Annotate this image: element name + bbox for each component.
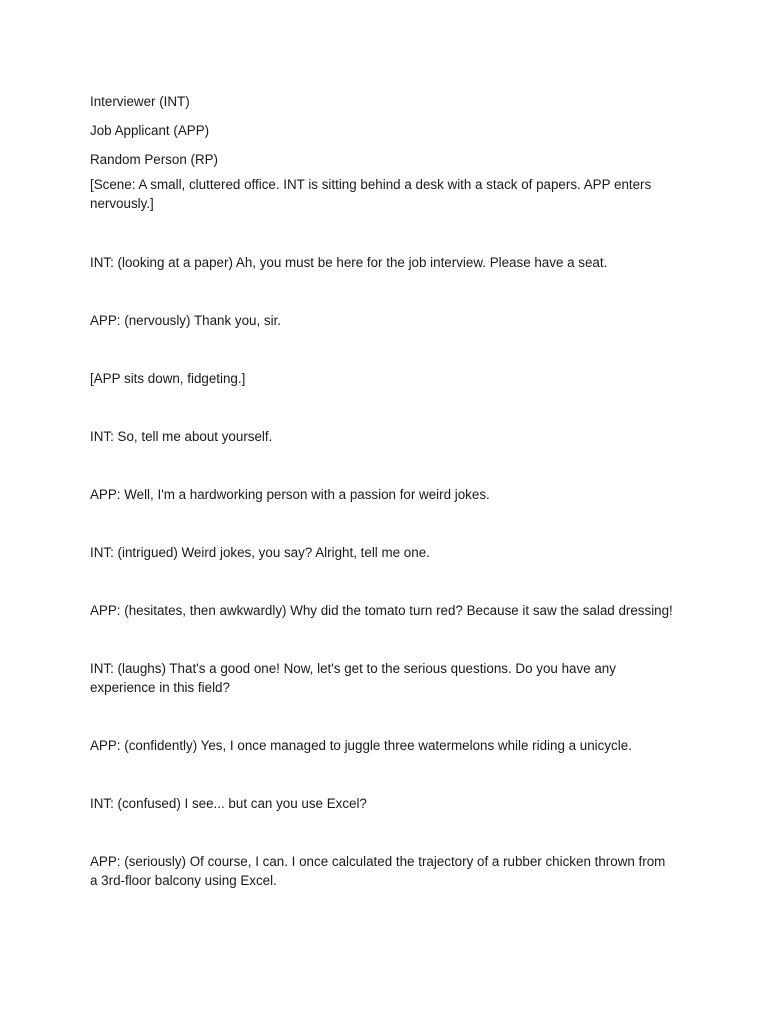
dialogue-line: INT: (intrigued) Weird jokes, you say? Alright, tell me one. <box>90 545 430 560</box>
dialogue-line: INT: (confused) I see... but can you use Excel? <box>90 796 367 811</box>
scene-description: [Scene: A small, cluttered office. INT is sitting behind a desk with a stack of papers. APP enters nervously.] <box>90 177 652 211</box>
dialogue-line: APP: (confidently) Yes, I once managed to juggle three watermelons while riding a unicycle. <box>90 738 632 753</box>
dialogue-line: INT: So, tell me about yourself. <box>90 429 273 444</box>
stage-direction: [APP sits down, fidgeting.] <box>90 371 246 386</box>
dialogue-line: APP: (hesitates, then awkwardly) Why did the tomato turn red? Because it saw the salad dressing! <box>90 603 673 618</box>
cast-entry-random-person: Random Person (RP) <box>90 152 219 167</box>
script-body <box>90 92 675 929</box>
cast-entry-applicant: Job Applicant (APP) <box>90 123 210 138</box>
dialogue-line: APP: Well, I'm a hardworking person with a passion for weird jokes. <box>90 487 490 502</box>
dialogue-line: APP: (seriously) Of course, I can. I once calculated the trajectory of a rubber chicken thrown from a 3rd-floor balcony using Excel. <box>90 854 666 888</box>
dialogue-line: INT: (laughs) That's a good one! Now, let's get to the serious questions. Do you have any experience in this field? <box>90 661 616 695</box>
cast-entry-interviewer: Interviewer (INT) <box>90 94 190 109</box>
dialogue-line: APP: (nervously) Thank you, sir. <box>90 313 282 328</box>
dialogue-line: INT: (looking at a paper) Ah, you must be here for the job interview. Please have a seat. <box>90 255 608 270</box>
